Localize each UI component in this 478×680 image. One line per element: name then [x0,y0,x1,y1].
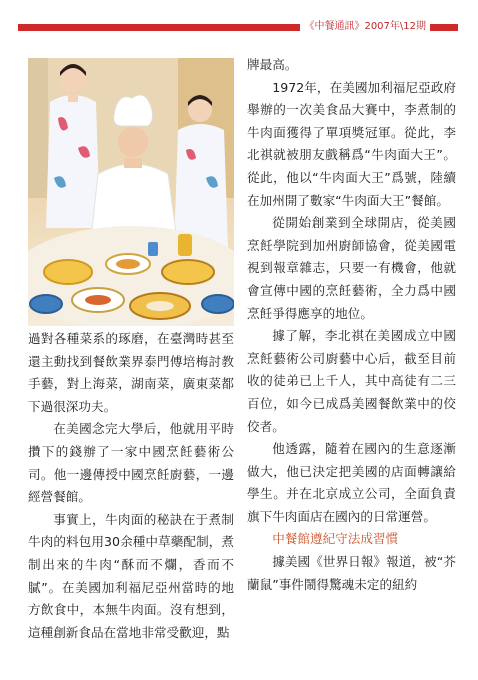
paragraph: 據了解，李北祺在美國成立中國烹飪藝術公司廚藝中心后，截至目前收的徒弟已上千人，其中高徒有二三百位，如今已成爲美國餐飲業中的佼佼者。 [247,328,456,434]
banquet-photo [28,58,234,326]
paragraph-continuation: 牌最高。 [247,57,298,72]
issue-title: 《中餐通訊》2007年\12期 [300,20,430,34]
running-header [18,20,458,34]
paragraph: 1972年，在美國加利福尼亞政府舉辦的一次美食品大賽中，李煮制的牛肉面獲得了單項獎冠軍。從此，李北祺就被朋友戲稱爲“牛肉面大王”。從此，他以“牛肉面大王”爲號，陸續在加州開了數家“牛肉面大王”餐館。 [247,79,456,208]
left-column [28,328,234,644]
paragraph: 他透露，隨着在國內的生意逐漸做大，他已決定把美國的店面轉讓給學生。并在北京成立公司，全面負責旗下牛肉面店在國內的日常運營。 [247,441,456,524]
paragraph: 在美國念完大學后，他就用平時攢下的錢辦了一家中國烹飪藝術公司。他一邊傳授中國烹飪廚藝，一邊經營餐館。 [28,421,234,505]
paragraph: 據美國《世界日報》報道，被“芥蘭鼠”事件鬧得驚魂未定的紐約 [247,554,456,592]
right-column [247,54,456,596]
section-subheading: 中餐館遵紀守法成習慣 [272,531,399,547]
chef-and-hostesses-banquet-photo [28,58,234,326]
paragraph: 事實上，牛肉面的秘訣在于煮制牛肉的料包用30余種中草藥配制，煮制出來的牛肉“酥而不爛，香而不膩”。在美國加利福尼亞州當時的地方飲食中，本無牛肉面。沒有想到，這種創新食品在當地非常受歡迎，點 [28,511,234,640]
paragraph: 從開始創業到全球開店，從美國烹飪學院到加州廚師協會，從美國電視到報章雜志，只要一有機會，他就會宣傳中國的烹飪藝術，全力爲中國烹飪爭得應享的地位。 [247,215,456,321]
paragraph: 過對各種菜系的琢磨，在臺灣時甚至還主動找到餐飲業界泰門傅培梅討教手藝，對上海菜，湖南菜，廣東菜都下過很深功夫。 [28,331,234,414]
